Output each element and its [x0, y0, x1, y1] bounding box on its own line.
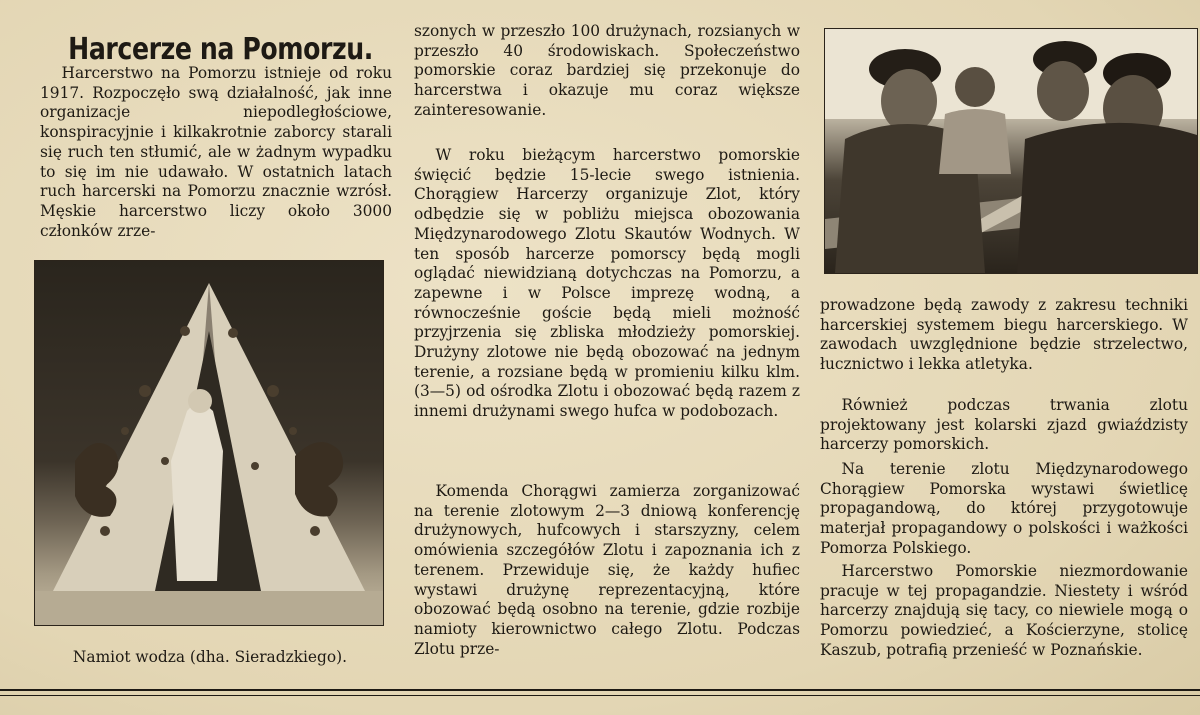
paragraph-intro: Harcerstwo na Pomorzu istnieje od roku 1917. Rozpoczęło swą działalność, jak inne organizacje niepodległościowe, konspiracyjnie i kilkakrotnie zaborcy starali się ruch ten stłumić, ale w żadnym wypadku to się im nie udawało. W ostatnich latach ruch harcerski na Pomorzu znacznie wzrósł. Męskie harcerstwo liczy około 3000 członków zrze- — [40, 64, 392, 240]
bottom-rule — [0, 689, 1200, 691]
photo-caption: Namiot wodza (dha. Sieradzkiego). — [72, 648, 348, 666]
paragraph-propaganda: Na terenie zlotu Międzynarodowego Chorągiew Pomorska wystawi świetlicę propagandową, do której przygotowuje materjał propagandowy o polskości i ważkości Pomorza Polskiego. — [820, 460, 1188, 557]
paragraph-conference: Komenda Chorągwi zamierza zorganizować na terenie zlotowym 2—3 dniową konferencję drużynowych, hufcowych i starszyzny, celem omówienia szczegółów Zlotu i zapoznania ich z terenem. Przewiduje się, że każdy hufiec wystawi drużynę reprezentacyjną, które obozować będą osobno na terenie, gdzie rozbije namioty kierownictwo całego Zlotu. Podczas Zlotu prze- — [414, 482, 800, 658]
tent-photo — [34, 260, 384, 626]
paragraph-closing: Harcerstwo Pomorskie niezmordowanie pracuje w tej propagandzie. Niestety i wśród harcerzy znajdują się tacy, co niewiele mogą o Pomorzu powiedzieć, a Kościerzyne, stolicę Kaszub, potrafią przenieść w Poznańskie. — [820, 562, 1188, 659]
article-title: Harcerze na Pomorzu. — [68, 32, 373, 68]
paragraph-anniversary: W roku bieżącym harcerstwo pomorskie święcić będzie 15-lecie swego istnienia. Chorągiew Harcerzy organizuje Zlot, który odbędzie się w pobliżu miejsca obozowania Międzynarodowego Zlotu Skautów Wodnych. W ten sposób harcerze pomorscy będą mogli oglądać niewidzianą dotychczas na Pomorzu, a zapewne i w Polsce imprezę wodną, a równocześnie goście będą mieli możność przyjrzenia się zbliska młodzieży pomorskiej. Drużyny zlotowe nie będą obozować na jednym terenie, a rozsiane będą w promieniu kilku klm. (3—5) od ośrodka Zlotu i obozować będą razem z innemi drużynami swego hufca w podobozach. — [414, 146, 800, 421]
paragraph-competitions: prowadzone będą zawody z zakresu techniki harcerskiej systemem biegu harcerskiego. W zawodach uwzględnione będzie strzelectwo, łucznictwo i lekka atletyka. — [820, 296, 1188, 374]
paragraph-cycling: Również podczas trwania zlotu projektowany jest kolarski zjazd gwiaździsty harcerzy pomorskich. — [820, 396, 1188, 454]
paragraph-members: szonych w przeszło 100 drużynach, rozsianych w przeszło 40 środowiskach. Społeczeństwo pomorskie coraz bardziej się przekonuje do harcerstwa i okazuje mu coraz większe zainteresowanie. — [414, 22, 800, 119]
tent-illustration — [35, 261, 383, 625]
scouts-photo — [824, 28, 1198, 274]
bottom-rule-thin — [0, 695, 1200, 696]
scouts-illustration — [825, 29, 1197, 273]
